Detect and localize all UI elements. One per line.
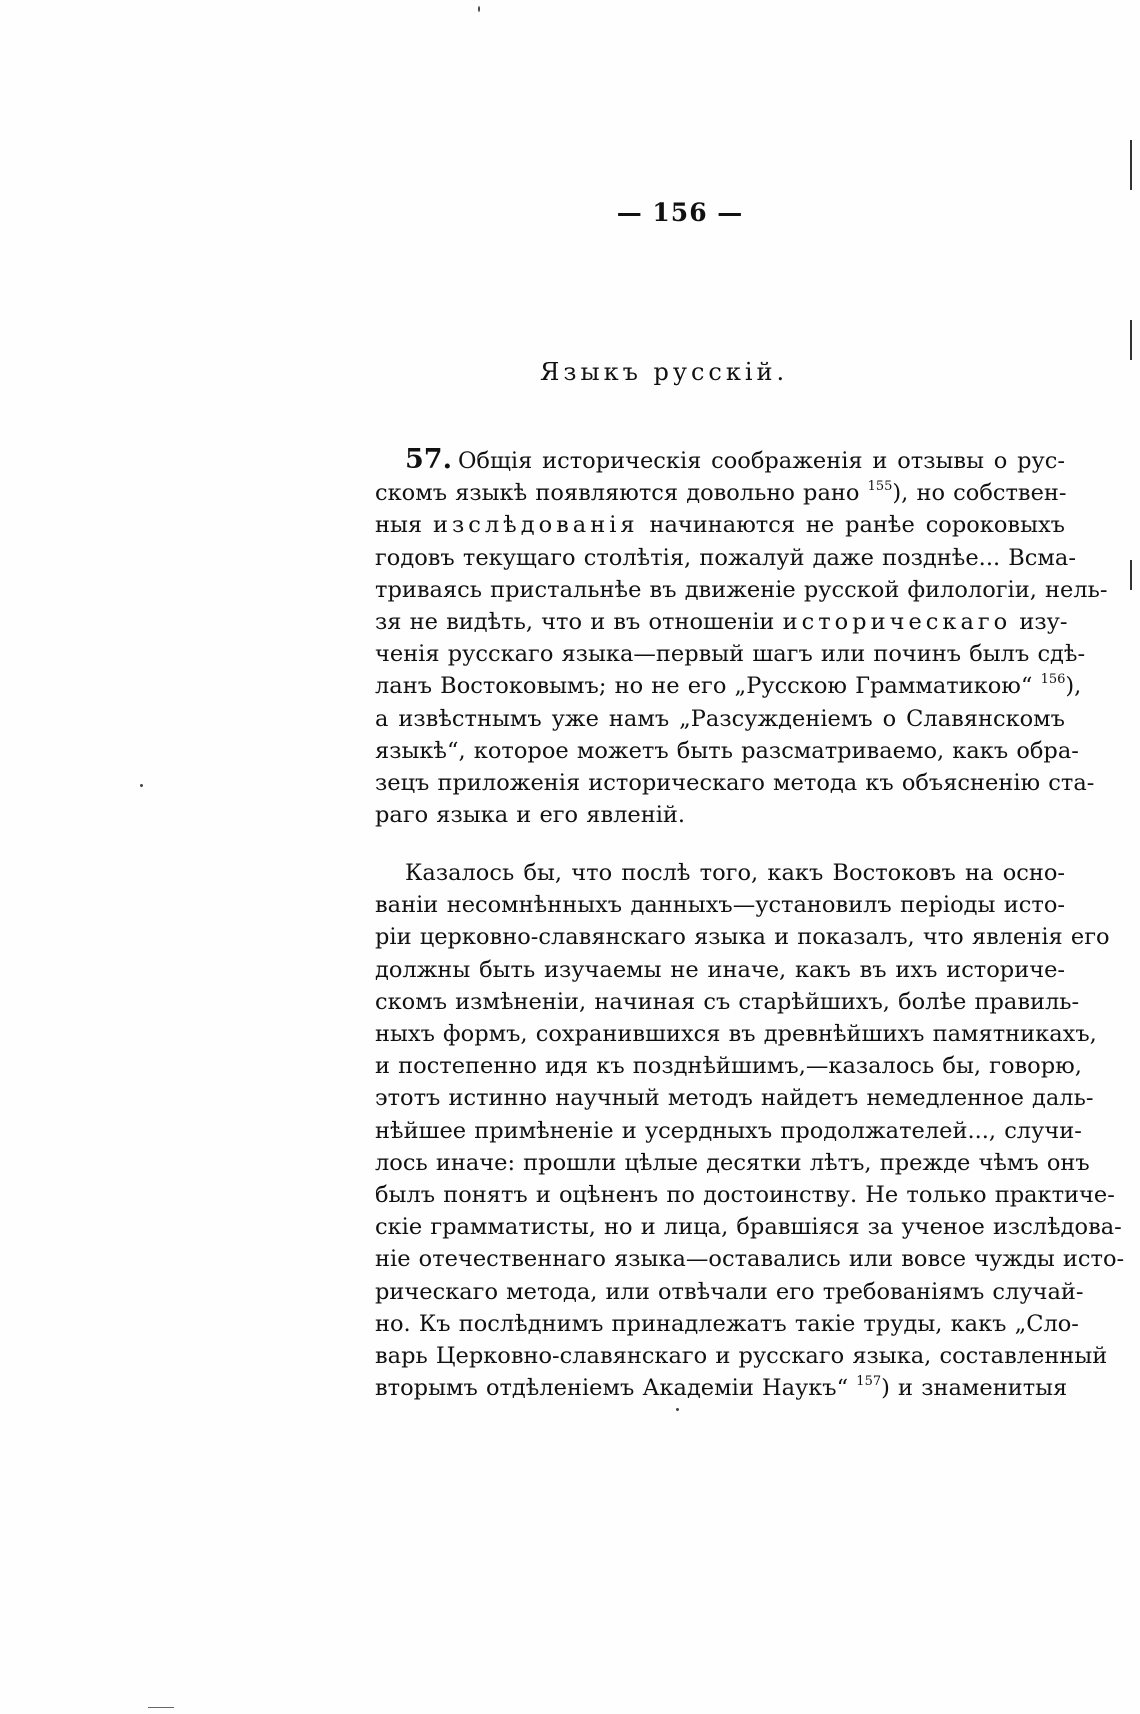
text-line: и постепенно идя къ позднѣйшимъ,—казалось бы, говорю, [375,1053,1082,1080]
scan-edge-mark [1130,140,1132,190]
paragraph-2 [375,857,1125,1404]
footnote-ref-156[interactable]: 156 [1040,672,1066,688]
text-line: раго языка и его явленій. [375,802,686,829]
text-line: скомъ языкѣ появляются довольно рано $^{155}$), но собствен- [375,479,1067,507]
text-line: языкѣ“, которое можетъ быть разсматриваемо, какъ обра- [375,737,1079,764]
emphasis-text: историческаго [782,609,1012,636]
text-line: рическаго метода, или отвѣчали его требованіямъ случай- [375,1278,1084,1305]
text-line: но. Къ послѣднимъ принадлежатъ такіе труды, какъ „Сло- [375,1310,1079,1337]
text-line: ріи церковно-славянскаго языка и показалъ, что явленія его [375,924,1110,951]
text-line: годовъ текущаго столѣтія, пожалуй даже позднѣе... Всма- [375,544,1076,571]
text-line: ченія русскаго языка—первый шагъ или починъ былъ сдѣ- [375,641,1086,668]
text-line: варь Церковно-славянскаго и русскаго языка, составленный [375,1343,1108,1370]
footnote-ref-157[interactable]: 157 [856,1374,882,1390]
text-line: 57. Общія историческія соображенія и отзывы о рус- [405,444,1065,475]
text-line: зя не видѣть, что и въ отношеніи историческаго изу- [375,609,1068,636]
scan-edge-mark [1130,320,1132,360]
text-line: Казалось бы, что послѣ того, какъ Востоковъ на осно- [405,860,1065,886]
emphasis-text: изслѣдованія [433,512,639,539]
text-line: скомъ измѣненіи, начиная съ старѣйшихъ, болѣе правиль- [375,988,1080,1015]
text-line: триваясь пристальнѣе въ движеніе русской филологіи, нель- [375,576,1108,603]
scan-speck [478,6,480,12]
text-line: должны быть изучаемы не иначе, какъ въ ихъ историче- [375,956,1065,983]
section-title: Языкъ русскій. [540,358,789,386]
scan-edge-mark [1130,560,1132,590]
scan-speck [676,1408,679,1411]
text-line: ланъ Востоковымъ; но не его „Русскою Грамматикою“ $^{156}$), [375,672,1082,700]
text-line: лось иначе: прошли цѣлые десятки лѣтъ, прежде чѣмъ онъ [375,1149,1090,1176]
text-line: нѣйшее примѣненіе и усердныхъ продолжателей..., случи- [375,1117,1082,1144]
text-line: ныхъ формъ, сохранившихся въ древнѣйшихъ памятникахъ, [375,1021,1097,1048]
text-line: вторымъ отдѣленіемъ Академіи Наукъ“ $^{157}$) и знаменитыя [375,1374,1068,1402]
text-line: ніе отечественнаго языка—оставались или вовсе чужды исто- [375,1246,1125,1273]
text-line: былъ понятъ и оцѣненъ по достоинству. Не только практиче- [375,1182,1115,1209]
scan-speck [140,784,143,787]
text-line: этотъ истинно научный методъ найдетъ немедленное даль- [375,1085,1094,1112]
paragraph-57 [375,444,1108,831]
text-line: ваніи несомнѣнныхъ данныхъ—установилъ періоды исто- [375,892,1065,919]
text-line: зецъ приложенія историческаго метода къ объясненію ста- [375,770,1095,797]
text-line: скіе грамматисты, но и лица, бравшіяся за ученое изслѣдова- [375,1214,1122,1241]
footnote-ref-155[interactable]: 155 [867,479,893,495]
text-line: ныя изслѣдованія начинаются не ранѣе сороковыхъ [375,512,1065,539]
scan-edge-line [148,1707,174,1708]
paragraph-number: 57. [405,444,452,475]
text-line: а извѣстнымъ уже намъ „Разсужденіемъ о Славянскомъ [375,705,1065,732]
page-number: — 156 — [616,198,744,227]
